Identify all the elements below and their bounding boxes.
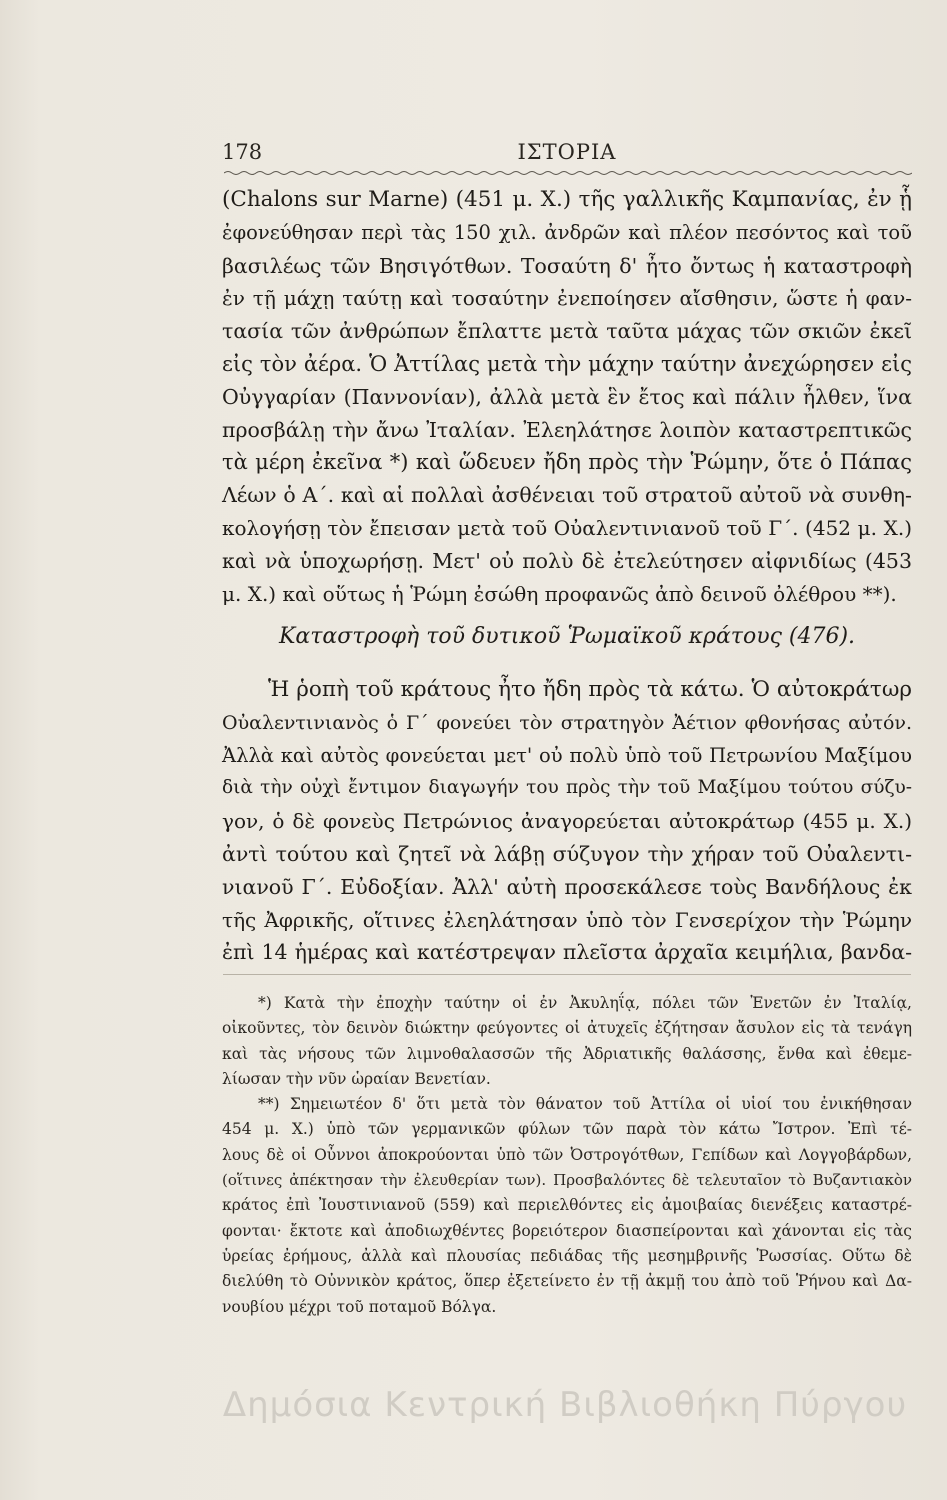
text-line: εἰς τὸν ἀέρα. Ὁ Ἀττίλας μετὰ τὴν μάχην ταύτην ἀνεχώρησεν εἰς bbox=[222, 351, 912, 376]
section-heading: Καταστροφὴ τοῦ δυτικοῦ Ῥωμαϊκοῦ κράτους (476). bbox=[278, 624, 856, 649]
text-line: Λέων ὁ Α΄. καὶ αἱ πολλαὶ ἀσθένειαι τοῦ στρατοῦ αὐτοῦ νὰ συνθη- bbox=[222, 483, 912, 508]
text-line: μ. Χ.) καὶ οὕτως ἡ Ῥώμη ἐσώθη προφανῶς ἀπὸ δεινοῦ ὀλέθρου **). bbox=[222, 581, 897, 606]
text-line: καὶ νὰ ὑποχωρήσῃ. Μετ' οὐ πολὺ δὲ ἐτελεύτησεν αἰφνιδίως (453 bbox=[222, 548, 912, 573]
text-line: γον, ὁ δὲ φονεὺς Πετρώνιος ἀναγορεύεται αὐτοκράτωρ (455 μ. Χ.) bbox=[222, 809, 912, 834]
text-line: ἐπὶ 14 ἡμέρας καὶ κατέστρεψαν πλεῖστα ἀρχαῖα κειμήλια, βανδα- bbox=[222, 940, 912, 965]
text-line: (Chalons sur Marne) (451 μ. Χ.) τῆς γαλλικῆς Καμπανίας, ἐν ᾗ bbox=[222, 187, 912, 212]
text-line: ἐφονεύθησαν περὶ τὰς 150 χιλ. ἀνδρῶν καὶ πλέον πεσόντος καὶ τοῦ bbox=[222, 220, 912, 244]
text-line: διὰ τὴν οὐχὶ ἔντιμον διαγωγήν του πρὸς τὴν τοῦ Μαξίμου τούτου σύζυ- bbox=[222, 777, 912, 799]
text-line: νιανοῦ Γ΄. Εὐδοξίαν. Ἀλλ' αὐτὴ προσεκάλεσε τοὺς Βανδήλους ἐκ bbox=[222, 874, 912, 899]
footnote-line: λους δὲ οἱ Οὖννοι ἀποκρούονται ὑπὸ τῶν Ὀστρογότθων, Γεπίδων καὶ Λογγοβάρδων, bbox=[222, 1145, 912, 1164]
text-line: Οὐαλεντινιανὸς ὁ Γ΄ φονεύει τὸν στρατηγὸν Ἀέτιον φθονήσας αὐτόν. bbox=[222, 711, 912, 734]
text-line: τὰ μέρη ἐκεῖνα *) καὶ ὥδευεν ἤδη πρὸς τὴν Ῥώμην, ὅτε ὁ Πάπας bbox=[222, 450, 912, 475]
body-text bbox=[222, 184, 912, 610]
footnote-line: 454 μ. Χ.) ὑπὸ τῶν γερμανικῶν φύλων τῶν παρὰ τὸν κάτω Ἴστρον. Ἐπὶ τέ- bbox=[222, 1120, 912, 1139]
text-line: ἐν τῇ μάχῃ ταύτῃ καὶ τοσαύτην ἐνεποίησεν αἴσθησιν, ὥστε ἡ φαν- bbox=[222, 286, 912, 311]
footnote-line: οἰκοῦντες, τὸν δεινὸν διώκτην φεύγοντες οἱ ἀτυχεῖς ἐζήτησαν ἄσυλον εἰς τὰ τενάγη bbox=[222, 1019, 912, 1038]
text-line: Οὐγγαρίαν (Παννονίαν), ἀλλὰ μετὰ ἓν ἔτος καὶ πάλιν ἦλθεν, ἵνα bbox=[222, 384, 912, 409]
footnote-line: λίωσαν τὴν νῦν ὡραίαν Βενετίαν. bbox=[222, 1069, 491, 1088]
text-line: προσβάλῃ τὴν ἄνω Ἰταλίαν. Ἐλεηλάτησε λοιπὸν καταστρεπτικῶς bbox=[222, 417, 912, 442]
page-number: 178 bbox=[222, 140, 263, 164]
text-line: βασιλέως τῶν Βησιγότθων. Τοσαύτη δ' ἦτο ὄντως ἡ καταστροφὴ bbox=[222, 253, 912, 278]
text-line: Ἡ ῥοπὴ τοῦ κράτους ἦτο ἤδη πρὸς τὰ κάτω. Ὁ αὐτοκράτωρ bbox=[268, 677, 912, 702]
footnote-line: κράτος ἐπὶ Ἰουστινιανοῦ (559) καὶ περιελθόντες εἰς ἀμοιβαίας διενέξεις καταστρέ- bbox=[222, 1196, 912, 1215]
footnote-line: **) Σημειωτέον δ' ὅτι μετὰ τὸν θάνατον τοῦ Ἀττίλα οἱ υἱοί του ἐνικήθησαν bbox=[258, 1095, 912, 1114]
footnote-line: διελύθη τὸ Οὐννικὸν κράτος, ὅπερ ἐξετείνετο ἐν τῇ ἀκμῇ του ἀπὸ τοῦ Ῥήνου καὶ Δα- bbox=[222, 1272, 912, 1291]
footnote-line: νουβίου μέχρι τοῦ ποταμοῦ Βόλγα. bbox=[222, 1297, 497, 1316]
text-line: τασία τῶν ἀνθρώπων ἔπλαττε μετὰ ταῦτα μάχας τῶν σκιῶν ἐκεῖ bbox=[222, 319, 912, 344]
running-head: ΙΣΤΟΡΙΑ bbox=[517, 140, 617, 164]
library-stamp: Δημόσια Κεντρική Βιβλιοθήκη Πύργου bbox=[222, 1385, 908, 1425]
section-text bbox=[222, 674, 912, 969]
text-line: Ἀλλὰ καὶ αὐτὸς φονεύεται μετ' οὐ πολὺ ὑπὸ τοῦ Πετρωνίου Μαξίμου bbox=[222, 743, 912, 767]
footnote-line: (οἵτινες ἀπέκτησαν τὴν ἐλευθερίαν των). Προσβαλόντες δὲ τελευταῖον τὸ Βυζαντιακὸν bbox=[222, 1171, 912, 1190]
footnote-line: καὶ τὰς νήσους τῶν λιμνοθαλασσῶν τῆς Ἀδριατικῆς θαλάσσης, ἔνθα καὶ ἐθεμε- bbox=[222, 1044, 912, 1063]
footnotes bbox=[222, 991, 912, 1320]
text-line: τῆς Ἀφρικῆς, οἵτινες ἐλεηλάτησαν ὑπὸ τὸν Γενσερίχον τὴν Ῥώμην bbox=[222, 907, 912, 932]
footnote-line: *) Κατὰ τὴν ἐποχὴν ταύτην οἱ ἐν Ἀκυληΐᾳ, πόλει τῶν Ἐνετῶν ἐν Ἰταλίᾳ, bbox=[258, 994, 912, 1012]
text-line: κολογήσῃ τὸν ἔπεισαν μετὰ τοῦ Οὐαλεντινιανοῦ τοῦ Γ΄. (452 μ. Χ.) bbox=[222, 515, 912, 540]
footnote-line: φονται· ἔκτοτε καὶ ἀποδιωχθέντες βορειότερον διασπείρονται καὶ χάνονται εἰς τὰς bbox=[222, 1221, 912, 1240]
page-header bbox=[222, 140, 912, 170]
footnote-divider bbox=[223, 974, 911, 975]
text-line: ἀντὶ τούτου καὶ ζητεῖ νὰ λάβῃ σύζυγον τὴν χήραν τοῦ Οὐαλεντι- bbox=[222, 841, 912, 866]
header-wavy-rule bbox=[224, 170, 912, 176]
footnote-line: ὑρείας ἐρήμους, ἀλλὰ καὶ πλουσίας πεδιάδας τῆς μεσημβρινῆς Ῥωσσίας. Οὕτω δὲ bbox=[222, 1246, 912, 1265]
